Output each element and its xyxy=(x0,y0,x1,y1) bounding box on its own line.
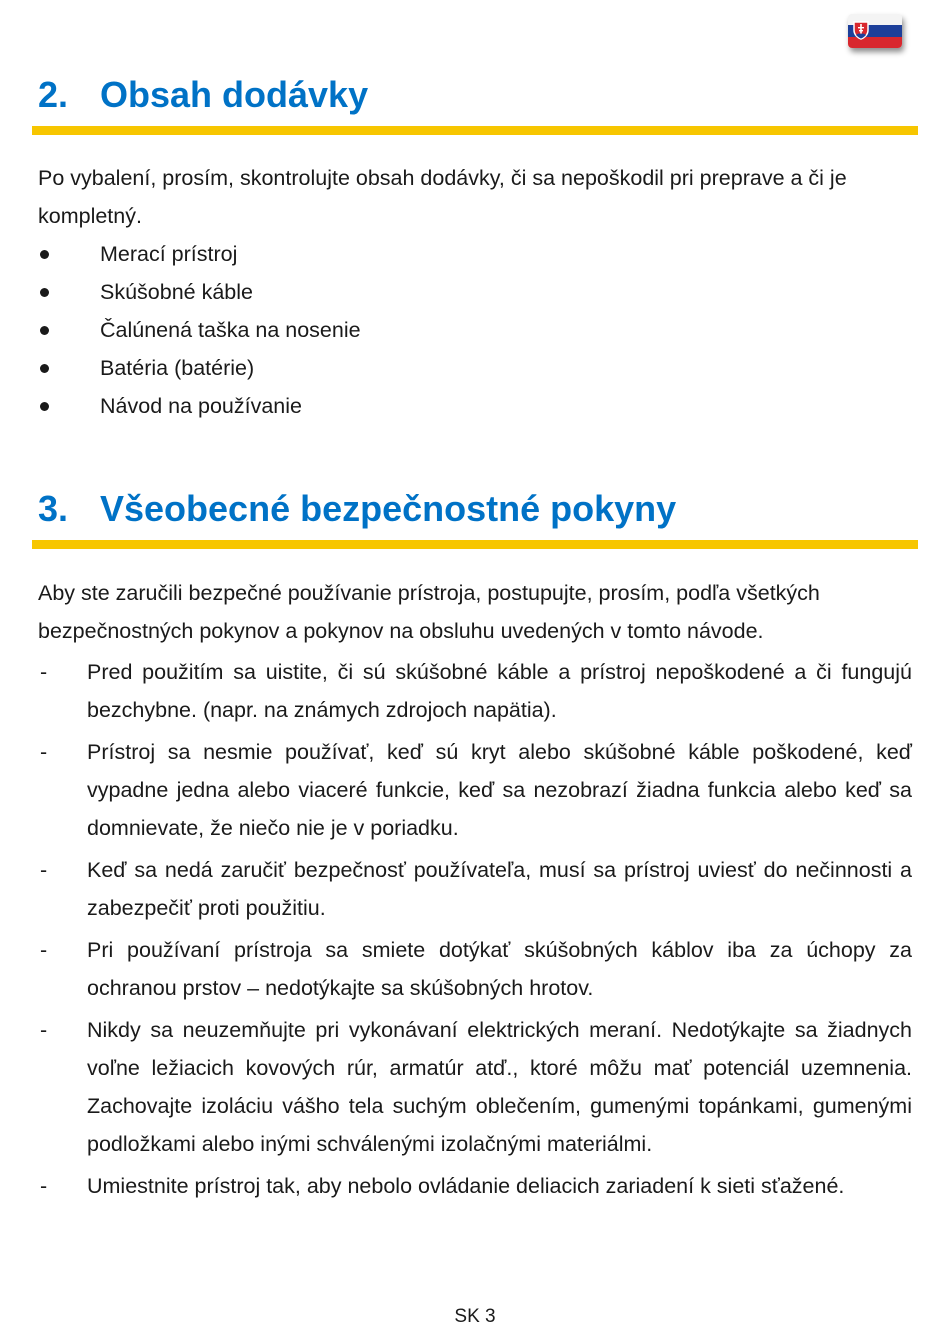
list-item: - Nikdy sa neuzemňujte pri vykonávaní elektrických meraní. Nedotýkajte sa žiadnych voľne ležiacich kovových rúr, armatúr atď., ktoré môžu mať potenciál uzemnenia. Zachovajte izoláciu vášho tela suchým oblečením, gumenými topánkami, gumenými podložkami alebo inými schválenými izolačnými materiálmi. xyxy=(40,1018,912,1156)
slovakia-flag-icon xyxy=(848,14,902,48)
list-item: Batéria (batérie) xyxy=(38,349,910,387)
bullet-icon xyxy=(40,326,49,335)
bullet-icon xyxy=(40,288,49,297)
section-2-heading xyxy=(38,74,368,116)
bullet-icon xyxy=(40,402,49,411)
list-item: Čalúnená taška na nosenie xyxy=(38,311,910,349)
section-2-title: Obsah dodávky xyxy=(100,74,369,115)
contents-list xyxy=(38,235,910,425)
section-3-rule xyxy=(32,540,918,549)
list-item: - Keď sa nedá zaručiť bezpečnosť používateľa, musí sa prístroj uviesť do nečinnosti a zabezpečiť proti použitiu. xyxy=(40,858,912,920)
bullet-icon xyxy=(40,364,49,373)
section-2-intro: Po vybalení, prosím, skontrolujte obsah dodávky, či sa nepoškodil pri preprave a či je kompletný. xyxy=(38,166,847,228)
section-2-number: 2. xyxy=(38,74,69,115)
list-item: - Pri používaní prístroja sa smiete dotýkať skúšobných káblov iba za úchopy za ochranou prstov – nedotýkajte sa skúšobných hrotov. xyxy=(40,938,912,1000)
section-2-rule xyxy=(32,126,918,135)
list-item: - Prístroj sa nesmie používať, keď sú kryt alebo skúšobné káble poškodené, keď vypadne jedna alebo viaceré funkcie, keď sa nezobrazí žiadna funkcia alebo keď sa domnievate, že niečo nie je v poriadku. xyxy=(40,740,912,840)
bullet-icon xyxy=(40,250,49,259)
safety-list xyxy=(38,653,912,1209)
section-3-title: Všeobecné bezpečnostné pokyny xyxy=(100,488,677,529)
list-item: - Umiestnite prístroj tak, aby nebolo ovládanie deliacich zariadení k sieti sťažené. xyxy=(40,1174,845,1198)
list-item: Merací prístroj xyxy=(38,235,910,273)
section-3-heading xyxy=(38,488,676,530)
page-number: SK 3 xyxy=(454,1306,496,1327)
section-3-number: 3. xyxy=(38,488,69,529)
list-item: Skúšobné káble xyxy=(38,273,910,311)
section-3-intro: Aby ste zaručili bezpečné používanie prístroja, postupujte, prosím, podľa všetkých bezpečnostných pokynov a pokynov na obsluhu uvedených v tomto návode. xyxy=(38,581,820,643)
list-item: - Pred použitím sa uistite, či sú skúšobné káble a prístroj nepoškodené a či fungujú bezchybne. (napr. na známych zdrojoch napätia). xyxy=(40,660,912,722)
list-item: Návod na používanie xyxy=(38,387,910,425)
